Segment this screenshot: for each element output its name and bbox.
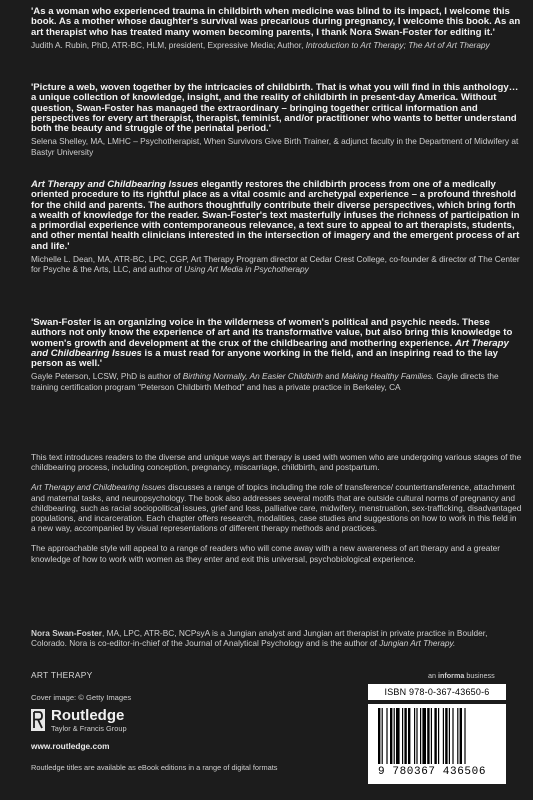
barcode-bar: [431, 708, 432, 764]
barcode-bar: [434, 708, 436, 764]
quote-attribution: Gayle Peterson, LCSW, PhD is author of Birthing Normally, An Easier Childbirth and Making Healthy Families. Gayle directs the training certification program "Peterson Childbirth Method" and has a private practice in Berkeley, CA: [31, 371, 499, 392]
barcode-bars-icon: [374, 708, 500, 766]
barcode-bar: [443, 708, 444, 764]
endorsement-3: [31, 180, 523, 274]
author-bio: Nora Swan-Foster, MA, LPC, ATR-BC, NCPsyA is a Jungian analyst and Jungian art therapist in private practice in Boulder, Colorado. Nora is co-editor-in-chief of the Journal of Analytical Psychology and is the author of Jungian Art Therapy.: [31, 628, 488, 649]
quote-text: Art Therapy and Childbearing Issues elegantly restores the childbirth process from one of a medically oriented procedure to its rightful place as a vital cosmic and archetypal experience – a profound threshold for the child and parents. The authors thoughtfully contribute their diverse perspectives, which bring forth a wealth of knowledge for the reader. Swan-Foster's text masterfully infuses the richness of participation in a primordial experience with contemporaneous relevance, a text sure to appeal to art therapists, students, and other mental health clinicians interested in the intersection of imagery and the emergent process of art and life.': [31, 179, 520, 252]
barcode-bar: [394, 708, 395, 764]
endorsement-2: [31, 83, 523, 157]
informa-tag: an informa business: [428, 671, 495, 680]
barcode-bar: [386, 708, 387, 764]
barcode-bar: [402, 708, 403, 764]
barcode-bar: [460, 708, 462, 764]
barcode-bar: [452, 708, 453, 764]
cover-image-credit: Cover image: © Getty Images: [31, 693, 132, 702]
author-name: Nora Swan-Foster: [31, 628, 102, 638]
endorsement-4: [31, 318, 523, 392]
publisher-subtitle: Taylor & Francis Group: [51, 724, 127, 733]
barcode-bar: [390, 708, 392, 764]
barcode-bar: [378, 708, 380, 764]
quote-attribution: Judith A. Rubin, PhD, ATR-BC, HLM, president, Expressive Media; Author, Introduction to Art Therapy; The Art of Art Therapy: [31, 39, 490, 50]
barcode-number: 9 780367 436506: [378, 766, 487, 778]
barcode-bar: [404, 708, 406, 764]
quote-text: 'Picture a web, woven together by the intricacies of childbirth. That is what you will find in this anthology… a unique collection of knowledge, insight, and the reality of childbirth in present-day America. Without question, Swan-Foster has managed the extraordinary – bringing together critical information and perspectives for every art therapist, therapist, feminist, and/or practitioner who wants to better understand both the beauty and struggle of the perinatal period.': [31, 82, 519, 135]
barcode-bar: [427, 708, 429, 764]
quote-attribution: Selena Shelley, MA, LMHC – Psychotherapist, When Survivors Give Birth Trainer, & adjunct faculty in the Department of Midwifery at Bastyr University: [31, 136, 519, 157]
description-paragraph: The approachable style will appeal to a range of readers who will come away with a new awareness of art therapy and a greater knowledge of how to work with women as they enter and exit this universal, psychobiological experience.: [31, 543, 501, 564]
category-label: ART THERAPY: [31, 670, 93, 680]
quote-text: 'As a woman who experienced trauma in childbirth when medicine was blind to its impact, I welcome this book. As a mother whose daughter's survival was precarious during pregnancy, I welcome this book. As an art therapist who has treated many women becoming parents, I thank Nora Swan-Foster for editing it.': [31, 6, 521, 38]
barcode-bar: [396, 708, 400, 764]
endorsement-1: [31, 7, 523, 50]
description-paragraph: Art Therapy and Childbearing Issues discusses a range of topics including the role of transference/ countertransference, attachment and maternal tasks, and neuropsychology. The book also addresses several motifs that are outside cultural norms of pregnancy and childbearing, such as racial sociopolitical issues, grief and loss, palliative care, midwifery, menstruation, sex-trafficking, disadvantaged populations, and incarceration. Each chapter offers research, modalities, case studies and suggestions on how to work in this field in a new way, accompanied by visual representations of different therapy methods and practices.: [31, 482, 522, 534]
barcode-bar: [382, 708, 383, 764]
barcode-bar: [438, 708, 439, 764]
barcode-bar: [449, 708, 450, 764]
barcode: [368, 704, 506, 784]
publisher-url[interactable]: www.routledge.com: [31, 741, 110, 751]
quote-attribution: Michelle L. Dean, MA, ATR-BC, LPC, CGP, Art Therapy Program director at Cedar Crest College, co-founder & director of The Center for Psyche & the Arts, LLC, and author of Using Art Media in Psychotherapy: [31, 254, 520, 275]
barcode-bar: [420, 708, 421, 764]
description-paragraph: This text introduces readers to the diverse and unique ways art therapy is used with women who are undergoing various stages of the childbearing process, including conception, pregnancy, miscarriage, childbirth, and postpartum.: [31, 452, 522, 473]
publisher-name: Routledge: [51, 707, 125, 724]
barcode-bar: [414, 708, 415, 764]
routledge-logo-icon: [31, 709, 45, 731]
barcode-bar: [457, 708, 458, 764]
quote-text: 'Swan-Foster is an organizing voice in the wilderness of women's political and psychic needs. These authors not only know the experience of art and its transformative value, but also bring this knowledge to women's growth and development at the crux of the childbearing and mothering experience. Art Therapy and Childbearing Issues is a must read for anyone working in the field, and an inspiring read to the lay person as well.': [31, 317, 513, 370]
book-description: [31, 452, 523, 564]
barcode-bar: [422, 708, 426, 764]
ebook-footer-note: Routledge titles are available as eBook editions in a range of digital formats: [31, 763, 278, 772]
barcode-bar: [445, 708, 447, 764]
barcode-bar: [408, 708, 410, 764]
isbn-label: ISBN 978-0-367-43650-6: [368, 684, 506, 700]
barcode-bar: [416, 708, 417, 764]
barcode-bar: [464, 708, 465, 764]
